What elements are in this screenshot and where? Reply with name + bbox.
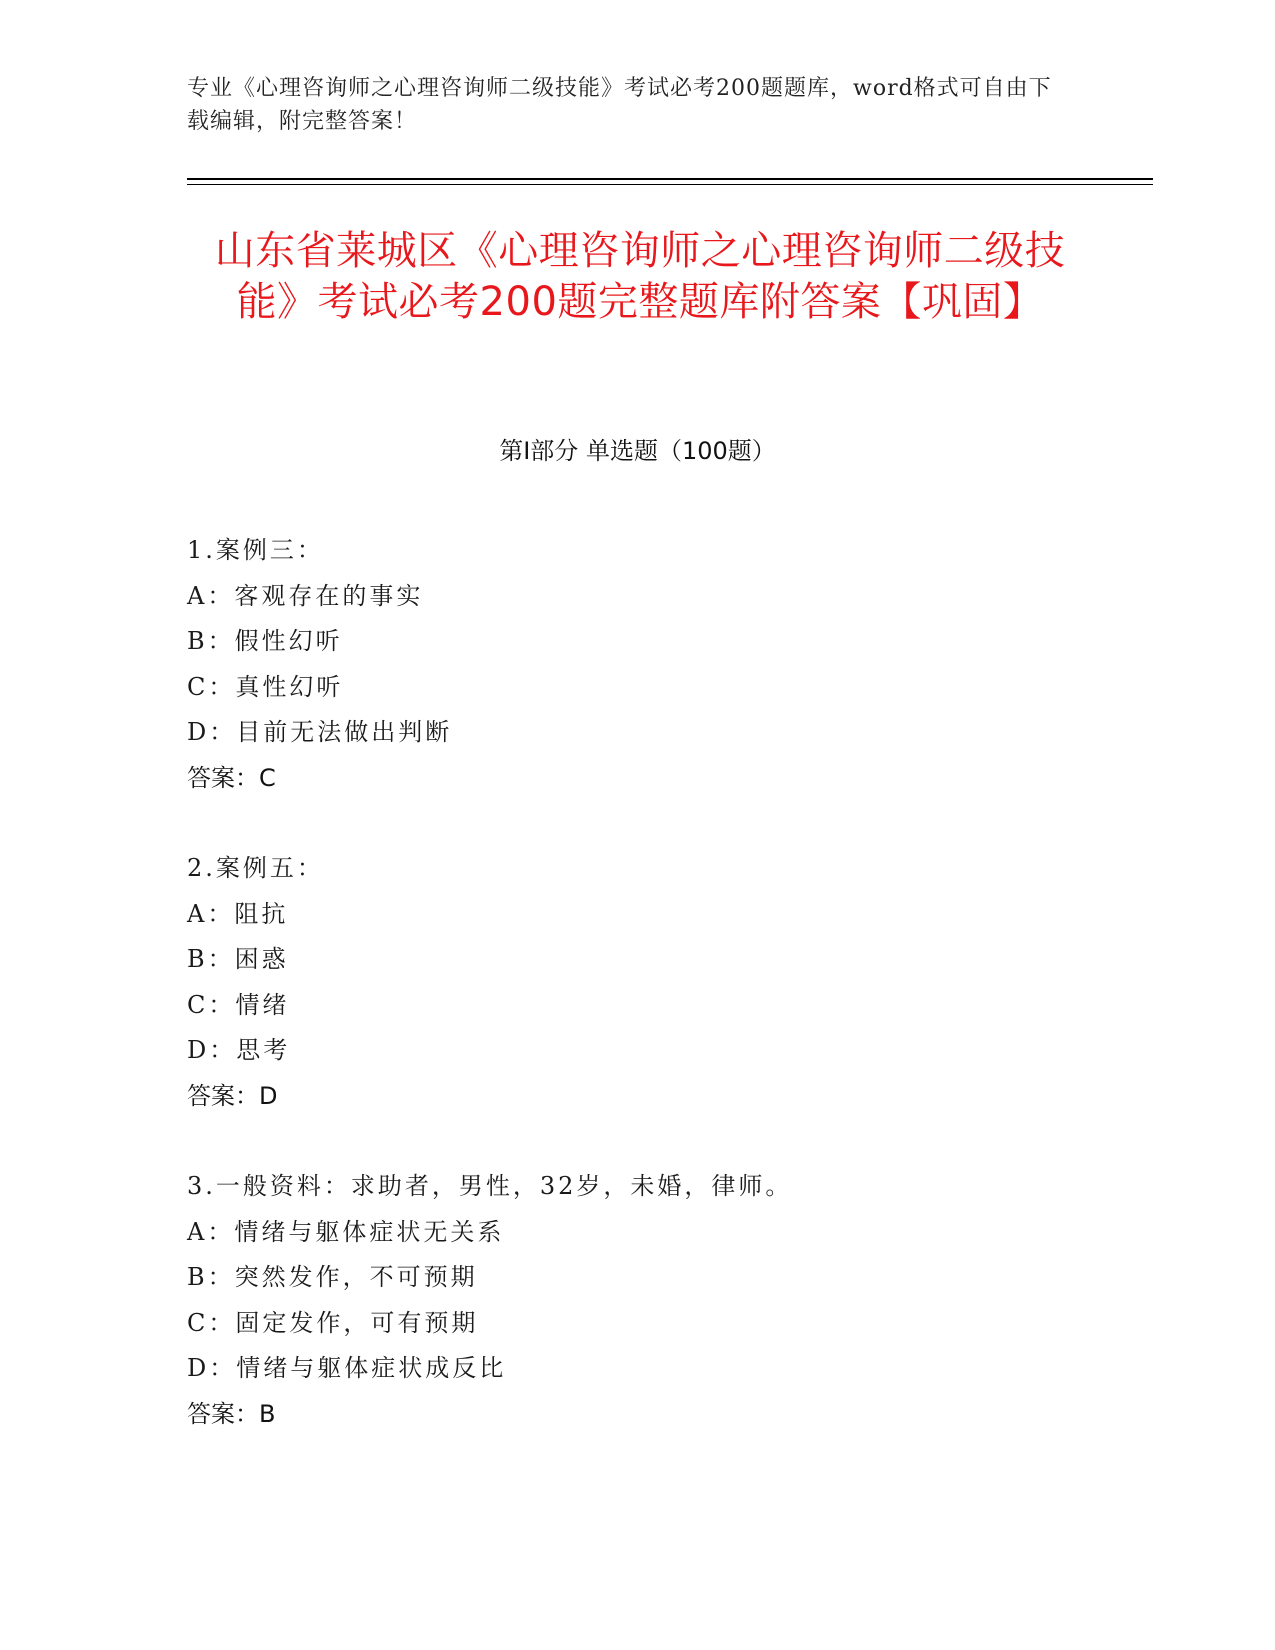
question-stem: 1.案例三： bbox=[187, 536, 324, 564]
question-block bbox=[187, 846, 1067, 1119]
answer: 答案：D bbox=[187, 1081, 278, 1110]
answer: 答案：C bbox=[187, 763, 276, 792]
option-c: C：真性幻听 bbox=[187, 672, 344, 701]
header-rule-thick bbox=[187, 178, 1153, 180]
option-b: B：困惑 bbox=[187, 945, 289, 973]
option-d: D：目前无法做出判断 bbox=[187, 718, 453, 746]
option-d: D：思考 bbox=[187, 1036, 291, 1064]
option-c: C：固定发作，可有预期 bbox=[187, 1308, 479, 1337]
option-a: A：情绪与躯体症状无关系 bbox=[187, 1217, 505, 1246]
question-stem: 3.一般资料：求助者，男性，32岁，未婚，律师。 bbox=[187, 1172, 793, 1200]
option-c: C：情绪 bbox=[187, 990, 290, 1019]
header-note: 专业《心理咨询师之心理咨询师二级技能》考试必考200题题库，word格式可自由下载编辑，附完整答案！ bbox=[187, 76, 1052, 134]
option-a: A：客观存在的事实 bbox=[187, 581, 424, 610]
question-block bbox=[187, 1164, 1067, 1437]
section-heading: 第Ⅰ部分 单选题（100题） bbox=[499, 437, 776, 465]
document-title: 山东省莱城区《心理咨询师之心理咨询师二级技能》考试必考200题完整题库附答案【巩固】 bbox=[214, 228, 1066, 325]
option-a: A：阻抗 bbox=[187, 899, 289, 928]
header-rule-thin bbox=[187, 184, 1153, 185]
answer: 答案：B bbox=[187, 1399, 276, 1428]
option-b: B：突然发作，不可预期 bbox=[187, 1263, 478, 1291]
question-stem: 2.案例五： bbox=[187, 854, 324, 882]
option-b: B：假性幻听 bbox=[187, 627, 343, 655]
option-d: D：情绪与躯体症状成反比 bbox=[187, 1354, 507, 1382]
question-block bbox=[187, 528, 1067, 801]
